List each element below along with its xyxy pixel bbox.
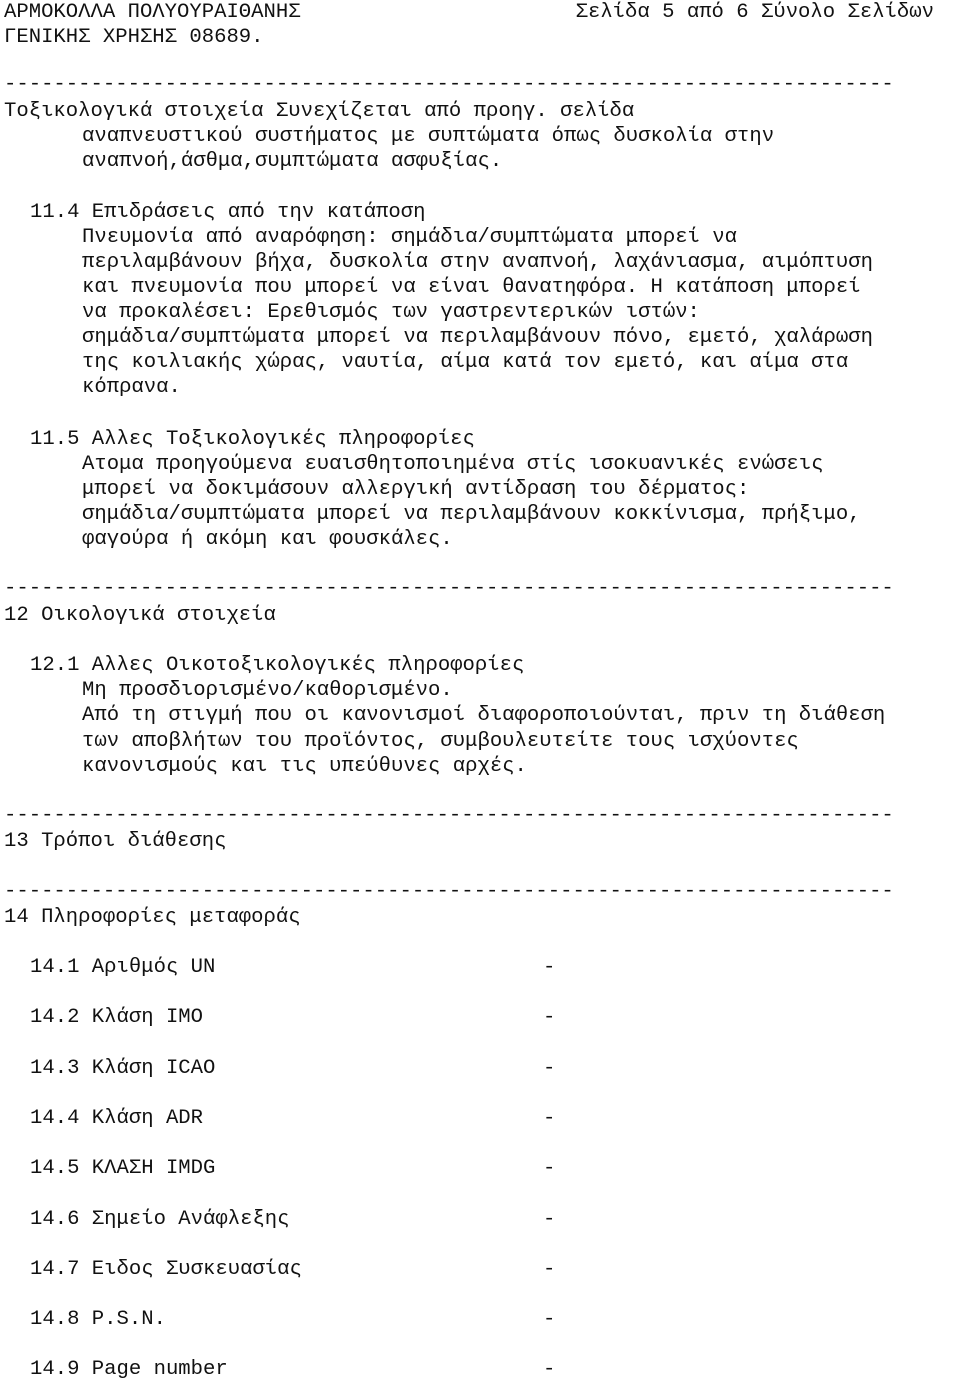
continued-line: αναπνοή,άσθμα,συμπτώματα ασφυξίας. xyxy=(82,150,503,173)
separator-line: ------------------------------------------------------------------------ xyxy=(4,880,894,903)
section-11-5-line: φαγούρα ή ακόμη και φουσκάλες. xyxy=(82,528,453,551)
transport-item-label: 14.1 Αριθμός UN xyxy=(30,956,216,979)
section-13-title: 13 Τρόποι διάθεσης xyxy=(4,830,227,853)
section-11-4-heading: 11.4 Επιδράσεις από την κατάποση xyxy=(30,201,426,224)
section-11-4-line: να προκαλέσει: Ερεθισμός των γαστρεντερικών ιστών: xyxy=(82,301,700,324)
product-name-line2: ΓΕΝΙΚΗΣ ΧΡΗΣΗΣ 08689. xyxy=(4,26,264,49)
transport-item-value: - xyxy=(543,1157,556,1180)
page-info: Σελίδα 5 από 6 Σύνολο Σελίδων xyxy=(575,1,934,24)
transport-item-label: 14.5 ΚΛΑΣΗ IMDG xyxy=(30,1157,216,1180)
section-11-4-line: σημάδια/συμπτώματα μπορεί να περιλαμβάνουν πόνο, εμετό, χαλάρωση xyxy=(82,326,873,349)
transport-item-label: 14.2 Κλάση IMO xyxy=(30,1006,204,1029)
transport-item-label: 14.8 P.S.N. xyxy=(30,1308,166,1331)
section-12-1-line: των αποβλήτων του προϊόντος, συμβουλευτείτε τους ισχύοντες xyxy=(82,730,799,753)
transport-item-value: - xyxy=(543,1057,556,1080)
separator-line: ------------------------------------------------------------------------ xyxy=(4,804,894,827)
transport-item-value: - xyxy=(543,1358,556,1381)
transport-item-value: - xyxy=(543,956,556,979)
section-11-5-line: Ατομα προηγούμενα ευαισθητοποιημένα στίς ισοκυανικές ενώσεις xyxy=(82,453,824,476)
continued-line: αναπνευστικού συστήματος με συπτώματα όπως δυσκολία στην xyxy=(82,125,775,148)
transport-item-value: - xyxy=(543,1006,556,1029)
product-name-line1: ΑΡΜΟΚΟΛΛΑ ΠΟΛΥΟΥΡΑΙΘΑΝΗΣ xyxy=(4,1,301,24)
transport-item-value: - xyxy=(543,1208,556,1231)
transport-item-value: - xyxy=(543,1107,556,1130)
section-12-1-line: κανονισμούς και τις υπεύθυνες αρχές. xyxy=(82,755,527,778)
section-11-5-line: μπορεί να δοκιμάσουν αλλεργική αντίδραση του δέρματος: xyxy=(82,478,750,501)
transport-item-label: 14.3 Κλάση ICAO xyxy=(30,1057,216,1080)
continued-title: Τοξικολογικά στοιχεία Συνεχίζεται από προηγ. σελίδα xyxy=(4,100,635,123)
transport-item-value: - xyxy=(543,1258,556,1281)
transport-item-label: 14.9 Page number xyxy=(30,1358,228,1381)
section-11-4-line: κόπρανα. xyxy=(82,376,181,399)
section-11-4-line: της κοιλιακής χώρας, ναυτία, αίμα κατά τον εμετό, και αίμα στα xyxy=(82,351,849,374)
section-11-5-heading: 11.5 Αλλες Τοξικολογικές πληροφορίες xyxy=(30,428,475,451)
transport-item-value: - xyxy=(543,1308,556,1331)
section-14-title: 14 Πληροφορίες μεταφοράς xyxy=(4,906,301,929)
section-11-4-line: Πνευμονία από αναρόφηση: σημάδια/συμπτώματα μπορεί να xyxy=(82,226,737,249)
separator-line: ------------------------------------------------------------------------ xyxy=(4,73,894,96)
transport-item-label: 14.7 Ειδος Συσκευασίας xyxy=(30,1258,302,1281)
section-12-1-line: Από τη στιγμή που οι κανονισμοί διαφοροποιούνται, πριν τη διάθεση xyxy=(82,704,886,727)
transport-item-label: 14.4 Κλάση ADR xyxy=(30,1107,204,1130)
section-12-1-heading: 12.1 Αλλες Οικοτοξικολογικές πληροφορίες xyxy=(30,654,525,677)
separator-line: ------------------------------------------------------------------------ xyxy=(4,577,894,600)
section-11-5-line: σημάδια/συμπτώματα μπορεί να περιλαμβάνουν κοκκίνισμα, πρήξιμο, xyxy=(82,503,861,526)
transport-item-label: 14.6 Σημείο Ανάφλεξης xyxy=(30,1208,290,1231)
section-11-4-line: και πνευμονία που μπορεί να είναι θανατηφόρα. Η κατάποση μπορεί xyxy=(82,276,861,299)
section-11-4-line: περιλαμβάνουν βήχα, δυσκολία στην αναπνοή, λαχάνιασμα, αιμόπτυση xyxy=(82,251,873,274)
section-12-title: 12 Οικολογικά στοιχεία xyxy=(4,604,276,627)
section-12-1-line: Μη προσδιορισμένο/καθορισμένο. xyxy=(82,679,453,702)
